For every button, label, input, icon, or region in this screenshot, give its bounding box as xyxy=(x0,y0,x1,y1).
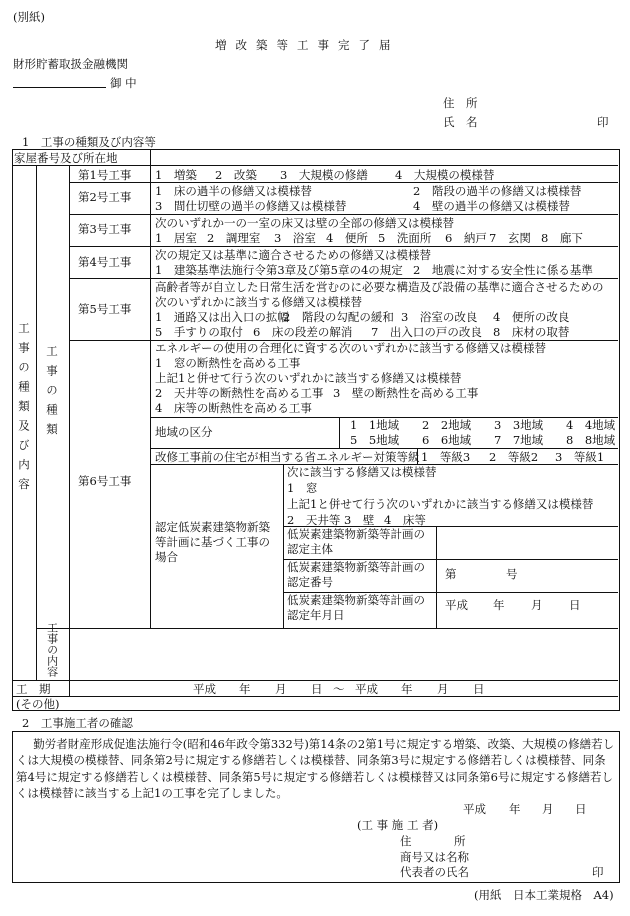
work4-label: 第4号工事 xyxy=(78,255,132,269)
other-label: (その他) xyxy=(16,697,60,711)
section2-heading: 2 工事施工者の確認 xyxy=(22,716,133,730)
contractor-label: (工 事 施 工 者) xyxy=(357,818,439,832)
lc-entity-label: 低炭素建築物新築等計画の認定主体 xyxy=(287,527,425,556)
lc-number-prefix: 第 xyxy=(445,567,457,581)
work1-items: 1 増築 2 改築 3 大規模の修繕 4 大規模の模様替 xyxy=(155,168,495,182)
institution-name-line xyxy=(13,75,106,88)
applicant-address-label: 住 所 xyxy=(443,96,478,110)
work1-label: 第1号工事 xyxy=(78,168,132,182)
inner-vertical-label: 工事の種類 xyxy=(44,345,59,443)
work2-item3: 3 間仕切壁の過半の修繕又は模様替 xyxy=(155,199,347,213)
paper-size-note: (用紙 日本工業規格 A4) xyxy=(474,888,614,902)
annex-label: (別紙) xyxy=(13,10,45,24)
regions-row1: 1 1地域 2 2地域 3 3地域 4 4地域 xyxy=(350,418,616,432)
lc-date-label: 低炭素建築物新築等計画の認定年月日 xyxy=(287,593,425,622)
grades: 1 等級3 2 等級2 3 等級1 xyxy=(421,450,605,464)
work4-items: 1 建築基準法施行令第3章及び第5章の4の規定 2 地震に対する安全性に係る基準 xyxy=(155,263,593,277)
work6-item1: 1 窓の断熱性を高める工事 xyxy=(155,356,301,370)
work6-label: 第6号工事 xyxy=(78,474,132,488)
applicant-name-label: 氏 名 xyxy=(443,115,478,129)
honorific: 御 中 xyxy=(110,76,137,90)
grade-label: 改修工事前の住宅が相当する省エネルギー対策等級 xyxy=(155,450,420,464)
work2-item2: 2 階段の過半の修繕又は模様替 xyxy=(413,184,582,198)
work6-items23: 2 天井等の断熱性を高める工事 3 壁の断熱性を高める工事 xyxy=(155,386,479,400)
house-number-label: 家屋番号及び所在地 xyxy=(14,151,118,165)
contractor-company-label: 商号又は名称 xyxy=(400,850,469,864)
work6-lead: エネルギーの使用の合理化に資する次のいずれかに該当する修繕又は模様替 xyxy=(155,341,546,355)
lowcarbon-label: 認定低炭素建築物新築等計画に基づく工事の場合 xyxy=(155,520,270,564)
lc-date-value: 平成 年 月 日 xyxy=(445,598,581,612)
work5-label: 第5号工事 xyxy=(78,302,132,316)
confirmation-date: 平成 年 月 日 xyxy=(463,802,587,816)
lc-items: 2 天井等 3 壁 4 床等 xyxy=(287,513,426,527)
lc-number-label: 低炭素建築物新築等計画の認定番号 xyxy=(287,560,425,589)
work2-item1: 1 床の過半の修繕又は模様替 xyxy=(155,184,312,198)
work4-lead: 次の規定又は基準に適合させるための修繕又は模様替 xyxy=(155,248,431,262)
contractor-rep-label: 代表者の氏名 xyxy=(400,865,469,879)
work2-item4: 4 壁の過半の修繕又は模様替 xyxy=(413,199,570,213)
work2-label: 第2号工事 xyxy=(78,190,132,204)
work5-items-row1: 1 通路又は出入口の拡幅 2 階段の勾配の緩和 3 浴室の改良 4 便所の改良 xyxy=(155,310,570,324)
contractor-seal: 印 xyxy=(592,865,604,879)
lc-lead: 次に該当する修繕又は模様替 xyxy=(287,465,437,479)
work-content-label: 工事の内容 xyxy=(45,622,59,677)
work5-lead: 高齢者等が自立した日常生活を営むのに必要な構造及び設備の基準に適合させるための次のいずれかに該当する修繕又は模様替 xyxy=(155,280,604,309)
lc-combined: 上記1と併せて行う次のいずれかに該当する修繕又は模様替 xyxy=(287,497,594,511)
document-title: 増改築等工事完了届 xyxy=(215,38,400,52)
institution-label: 財形貯蓄取扱金融機関 xyxy=(13,57,128,71)
work3-lead: 次のいずれか一の一室の床又は壁の全部の修繕又は模様替 xyxy=(155,216,454,230)
work5-items-row2: 5 手すりの取付 6 床の段差の解消 7 出入口の戸の改良 8 床材の取替 xyxy=(155,325,570,339)
work6-item4: 4 床等の断熱性を高める工事 xyxy=(155,401,312,415)
lc-number-suffix: 号 xyxy=(506,567,518,581)
work3-label: 第3号工事 xyxy=(78,222,132,236)
work6-combined: 上記1と併せて行う次のいずれかに該当する修繕又は模様替 xyxy=(155,371,462,385)
applicant-seal: 印 xyxy=(597,115,609,129)
regions-row2: 5 5地域 6 6地域 7 7地域 8 8地域 xyxy=(350,433,616,447)
outer-vertical-label: 工事の種類及び内容 xyxy=(16,322,31,498)
region-label: 地域の区分 xyxy=(155,425,213,439)
contractor-address-label: 住 所 xyxy=(400,834,468,848)
period-label: 工 期 xyxy=(16,682,51,696)
work3-items: 1 居室 2 調理室 3 浴室 4 便所 5 洗面所 6 納戸 7 玄関 8 廊下 xyxy=(155,231,583,245)
section1-heading: 1 工事の種類及び内容等 xyxy=(22,135,156,149)
period-value: 平成 年 月 日 ～ 平成 年 月 日 xyxy=(193,682,485,696)
lc-item1: 1 窓 xyxy=(287,481,318,495)
confirmation-body: 勤労者財産形成促進法施行令(昭和46年政令第332号)第14条の2第1号に規定する増築、改築、大規模の修繕若しくは大規模の模様替、同条第2号に規定する修繕若しくは模様替、同条第3号に規定する修繕若しくは模様替、同条第4号に規定する修繕若しくは模様替、同条第5号に規定する修繕若しくは模様替又は同条第6号に規定する修繕若しくは模様替に該当する上記1の工事を完了しました。 xyxy=(16,737,615,800)
